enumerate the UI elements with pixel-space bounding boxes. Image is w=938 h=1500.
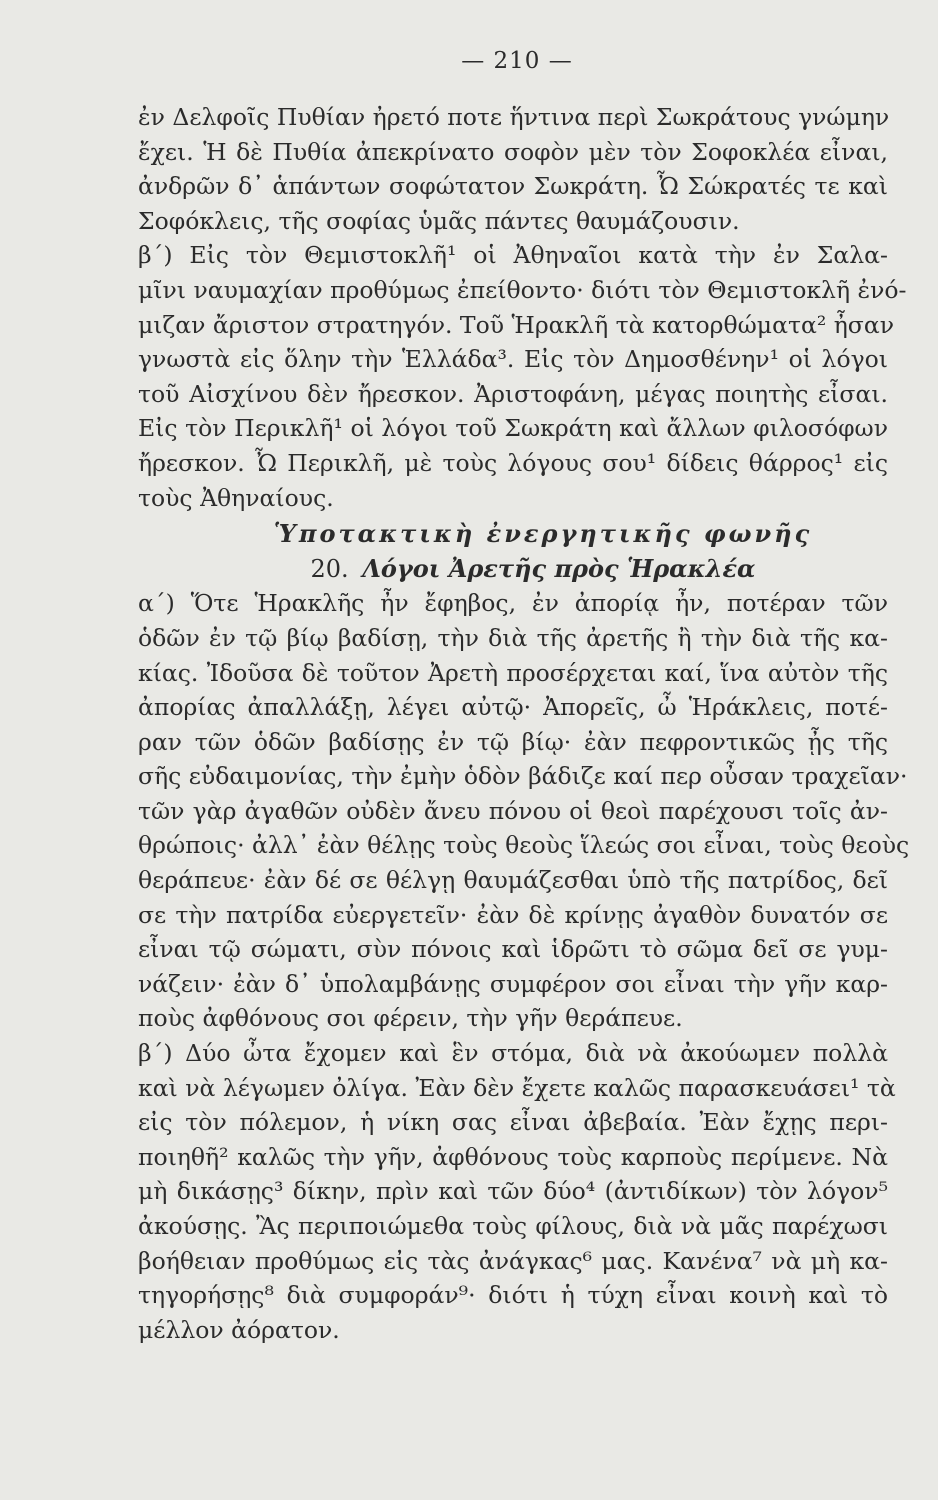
text-line: κίας. Ἰδοῦσα δὲ τοῦτον Ἀρετὴ προσέρχεται καί, ἵνα αὐτὸν τῆς [138,658,888,687]
text-line: ποιηθῆ² καλῶς τὴν γῆν, ἀφθόνους τοὺς καρποὺς περίμενε. Νὰ [138,1142,888,1171]
text-line: ἀπορίας ἀπαλλάξῃ, λέγει αὐτῷ· Ἀπορεῖς, ὦ Ἡράκλεις, ποτέ- [138,693,888,722]
text-line: β΄) Εἰς τὸν Θεμιστοκλῆ¹ οἱ Ἀθηναῖοι κατὰ τὴν ἐν Σαλα- [138,241,888,270]
paragraph-block-2 [138,586,910,1347]
text-line: ἀνδρῶν δ᾽ ἁπάντων σοφώτατον Σωκράτη. Ὦ Σώκρατές τε καὶ [138,172,888,201]
text-line: ἐν Δελφοῖς Πυθίαν ἠρετό ποτε ἥντινα περὶ Σωκράτους γνώμην [138,103,890,131]
text-line: σε τὴν πατρίδα εὐεργετεῖν· ἐὰν δὲ κρίνῃς ἀγαθὸν δυνατόν σε [138,900,888,929]
text-line: μιζαν ἄριστον στρατηγόν. Τοῦ Ἡρακλῆ τὰ κατορθώματα² ἦσαν [138,310,894,339]
text-line: τοῦ Αἰσχίνου δὲν ἤρεσκον. Ἀριστοφάνη, μέγας ποιητὴς εἶσαι. [138,379,888,408]
text-line: Εἰς τὸν Περικλῆ¹ οἱ λόγοι τοῦ Σωκράτη καὶ ἄλλων φιλοσόφων [138,414,888,443]
section-heading: Ὑποτακτικὴ ἐνεργητικῆς φωνῆς [273,519,813,549]
text-line: ἔχει. Ἡ δὲ Πυθία ἀπεκρίνατο σοφὸν μὲν τὸν Σοφοκλέα εἶναι, [138,137,888,166]
text-line: Σοφόκλεις, τῆς σοφίας ὑμᾶς πάντες θαυμάζουσιν. [138,206,740,235]
text-line: τηγορήσῃς⁸ διὰ συμφοράν⁹· διότι ἡ τύχη εἶναι κοινὴ καὶ τὸ [138,1281,888,1310]
text-line: θεράπευε· ἐὰν δέ σε θέλγῃ θαυμάζεσθαι ὑπὸ τῆς πατρίδος, δεῖ [138,866,888,895]
text-line: βοήθειαν προθύμως εἰς τὰς ἀνάγκας⁶ μας. Κανένα⁷ νὰ μὴ κα- [138,1246,888,1275]
lesson-name: Λόγοι Ἀρετῆς πρὸς Ἡρακλέα [362,553,756,583]
text-line: νάζειν· ἐὰν δ᾽ ὑπολαμβάνῃς συμφέρον σοι εἶναι τὴν γῆν καρ- [138,969,888,998]
lesson-title [138,552,888,587]
text-line: μέλλον ἀόρατον. [138,1315,340,1344]
text-line: καὶ νὰ λέγωμεν ὀλίγα. Ἐὰν δὲν ἔχετε καλῶς παρασκευάσει¹ τὰ [138,1073,896,1102]
text-line: ποὺς ἀφθόνους σοι φέρειν, τὴν γῆν θεράπευε. [138,1004,683,1033]
text-line: εἶναι τῷ σώματι, σὺν πόνοις καὶ ἱδρῶτι τὸ σῶμα δεῖ σε γυμ- [138,935,888,964]
text-line: ἤρεσκον. Ὦ Περικλῆ, μὲ τοὺς λόγους σου¹ δίδεις θάρρος¹ εἰς [138,448,888,477]
text-line: θρώποις· ἀλλ᾽ ἐὰν θέλῃς τοὺς θεοὺς ἵλεώς σοι εἶναι, τοὺς θεοὺς [138,831,910,860]
text-line: ἀκούσῃς. Ἂς περιποιώμεθα τοὺς φίλους, διὰ νὰ μᾶς παρέχωσι [138,1212,888,1240]
text-line: β΄) Δύο ὦτα ἔχομεν καὶ ἓν στόμα, διὰ νὰ ἀκούωμεν πολλὰ [138,1039,888,1068]
page-number: — 210 — [461,48,573,74]
text-line: ὁδῶν ἐν τῷ βίῳ βαδίσῃ, τὴν διὰ τῆς ἀρετῆς ἢ τὴν διὰ τῆς κα- [138,623,888,652]
text-line: τοὺς Ἀθηναίους. [138,483,334,512]
lesson-number: 20. [310,554,349,583]
text-line: σῆς εὐδαιμονίας, τὴν ἐμὴν ὁδὸν βάδιζε καί περ οὖσαν τραχεῖαν· [138,762,908,791]
text-line: α΄) Ὅτε Ἡρακλῆς ἦν ἔφηβος, ἐν ἀπορίᾳ ἦν, ποτέραν τῶν [138,589,888,618]
text-line: εἰς τὸν πόλεμον, ἡ νίκη σας εἶναι ἀβεβαία. Ἐὰν ἔχῃς περι- [138,1108,888,1137]
text-line: ραν τῶν ὁδῶν βαδίσῃς ἐν τῷ βίῳ· ἐὰν πεφροντικῶς ᾖς τῆς [138,727,888,756]
text-line: μῖνι ναυμαχίαν προθύμως ἐπείθοντο· διότι τὸν Θεμιστοκλῆ ἐνό- [138,275,907,304]
text-line: γνωστὰ εἰς ὅλην τὴν Ἑλλάδα³. Εἰς τὸν Δημοσθένην¹ οἱ λόγοι [138,345,888,374]
paragraph-block-1 [138,100,907,515]
text-line: τῶν γὰρ ἀγαθῶν οὐδὲν ἄνευ πόνου οἱ θεοὶ παρέχουσι τοῖς ἀν- [138,796,888,825]
text-line: μὴ δικάσῃς³ δίκην, πρὶν καὶ τῶν δύο⁴ (ἀντιδίκων) τὸν λόγον⁵ [138,1177,888,1206]
